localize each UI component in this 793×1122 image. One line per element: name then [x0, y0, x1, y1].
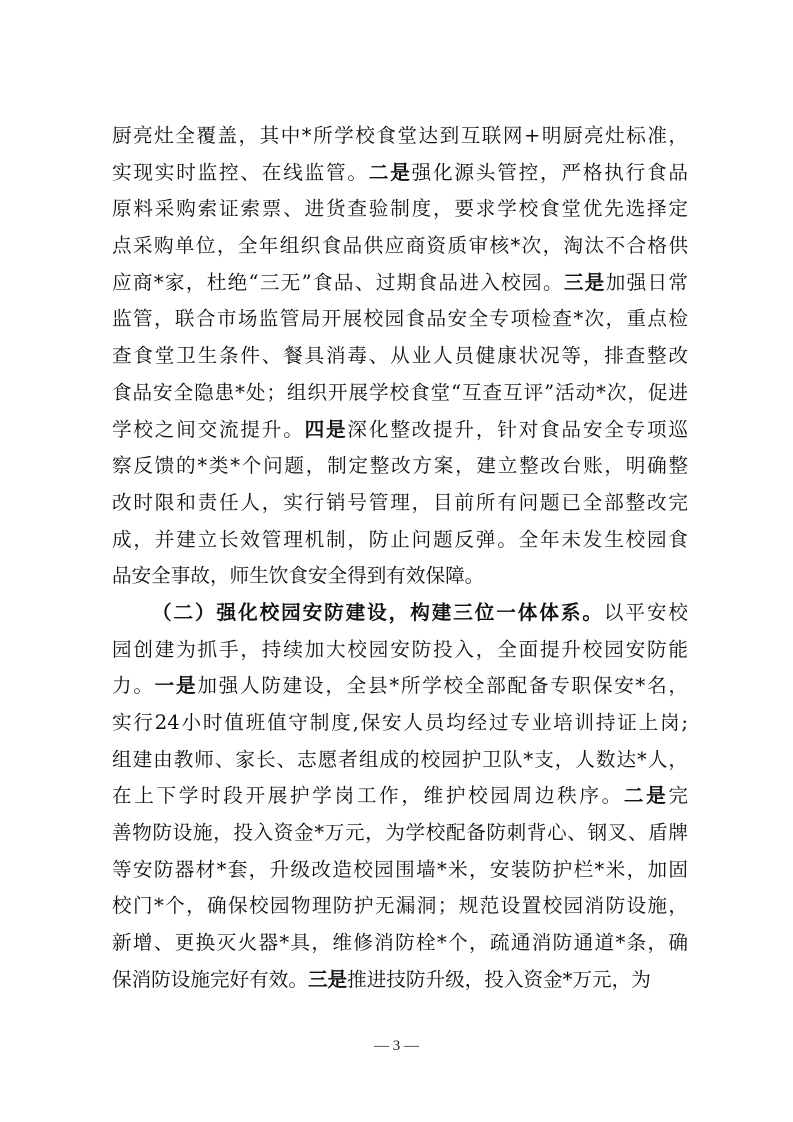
text-run: 保消防设施完好有效。	[112, 967, 308, 991]
text-run: 厨亮灶全覆盖，其中*所学校食堂达到互联网+明厨亮灶标准，	[112, 124, 688, 147]
text-run: 原料采购索证索票、进货查验制度，要求学校食堂优先选择定	[112, 197, 688, 221]
text-line	[112, 265, 688, 302]
paragraph-food-safety	[112, 118, 688, 595]
paragraph-campus-security	[112, 595, 688, 999]
text-line	[112, 888, 688, 925]
text-line	[112, 595, 688, 632]
text-run: 力。	[112, 674, 155, 698]
text-line	[112, 191, 688, 228]
bold-text-run: （二）强化校园安防建设，构建三位一体体系。	[152, 600, 604, 624]
text-run: 实现实时监控、在线监管。	[112, 160, 369, 184]
bold-text-run: 二是	[368, 160, 412, 184]
text-run: 在上下学时段开展护学岗工作，维护校园周边秩序。	[112, 784, 624, 808]
text-run: 园创建为抓手，持续加大校园安防投入，全面提升校园安防能	[112, 637, 688, 661]
text-run: 加强日常	[605, 270, 688, 294]
page-number: — 3 —	[374, 1038, 419, 1054]
text-line	[112, 815, 688, 852]
text-run: 新增、更换灭火器*具，维修消防栓*个，疏通消防通道*条，确	[112, 931, 688, 955]
text-run: 推进技防升级，投入资金*万元，为	[347, 967, 651, 991]
document-page	[112, 118, 688, 999]
bold-text-run: 一是	[154, 674, 198, 698]
text-run: 察反馈的*类*个问题，制定整改方案，建立整改台账，明确整	[112, 454, 688, 478]
text-run: 等安防器材*套，升级改造校园围墙*米，安装防护栏*米，加固	[112, 857, 688, 881]
text-line	[112, 228, 688, 265]
bold-text-run: 三是	[563, 270, 606, 294]
text-run: 食品安全隐患*处；组织开展学校食堂“互查互评”活动*次，促进	[112, 380, 688, 404]
text-run: 深化整改提升，针对食品安全专项巡	[347, 417, 689, 441]
text-line	[112, 338, 688, 375]
bold-text-run: 四是	[304, 417, 348, 441]
text-line	[112, 522, 688, 559]
text-run: 应商*家，杜绝“三无”食品、过期食品进入校园。	[112, 270, 564, 294]
text-run: 品安全事故，师生饮食安全得到有效保障。	[112, 564, 485, 588]
text-line	[112, 118, 688, 155]
text-run: 学校之间交流提升。	[112, 417, 305, 441]
text-run: 校门*个，确保校园物理防护无漏洞；规范设置校园消防设施，	[112, 894, 688, 918]
text-run: 监管，联合市场监管局开展校园食品安全专项检查*次，重点检	[112, 307, 688, 331]
bold-text-run: 三是	[307, 967, 348, 991]
text-line	[112, 632, 688, 669]
text-run: 点采购单位，全年组织食品供应商资质审核*次，淘汰不合格供	[112, 234, 688, 258]
text-run: 完	[668, 784, 689, 808]
text-run: 改时限和责任人，实行销号管理，目前所有问题已全部整改完	[112, 490, 688, 514]
text-line	[112, 155, 688, 192]
text-line	[112, 448, 688, 485]
text-line	[112, 558, 688, 595]
text-run: 查食堂卫生条件、餐具消毒、从业人员健康状况等，排查整改	[112, 344, 688, 368]
text-line	[112, 668, 688, 705]
text-line	[112, 485, 688, 522]
text-line	[112, 962, 688, 999]
text-run: 实行24小时值班值守制度,保安人员均经过专业培训持证上岗;	[112, 711, 688, 734]
text-run: 组建由教师、家长、志愿者组成的校园护卫队*支，人数达*人，	[112, 747, 688, 771]
text-line	[112, 778, 688, 815]
bold-text-run: 二是	[623, 784, 669, 808]
text-line	[112, 375, 688, 412]
text-line	[112, 925, 688, 962]
text-run: 成，并建立长效管理机制，防止问题反弹。全年未发生校园食	[112, 527, 688, 551]
text-line	[112, 412, 688, 449]
text-run: 加强人防建设，全县*所学校全部配备专职保安*名，	[197, 674, 689, 698]
text-line	[112, 705, 688, 742]
text-line	[112, 301, 688, 338]
text-run: 以平安校	[603, 600, 689, 624]
text-run: 善物防设施，投入资金*万元，为学校配备防刺背心、钢叉、盾牌	[112, 821, 688, 845]
text-line	[112, 852, 688, 889]
text-line	[112, 742, 688, 779]
text-run: 强化源头管控，严格执行食品	[411, 160, 689, 184]
